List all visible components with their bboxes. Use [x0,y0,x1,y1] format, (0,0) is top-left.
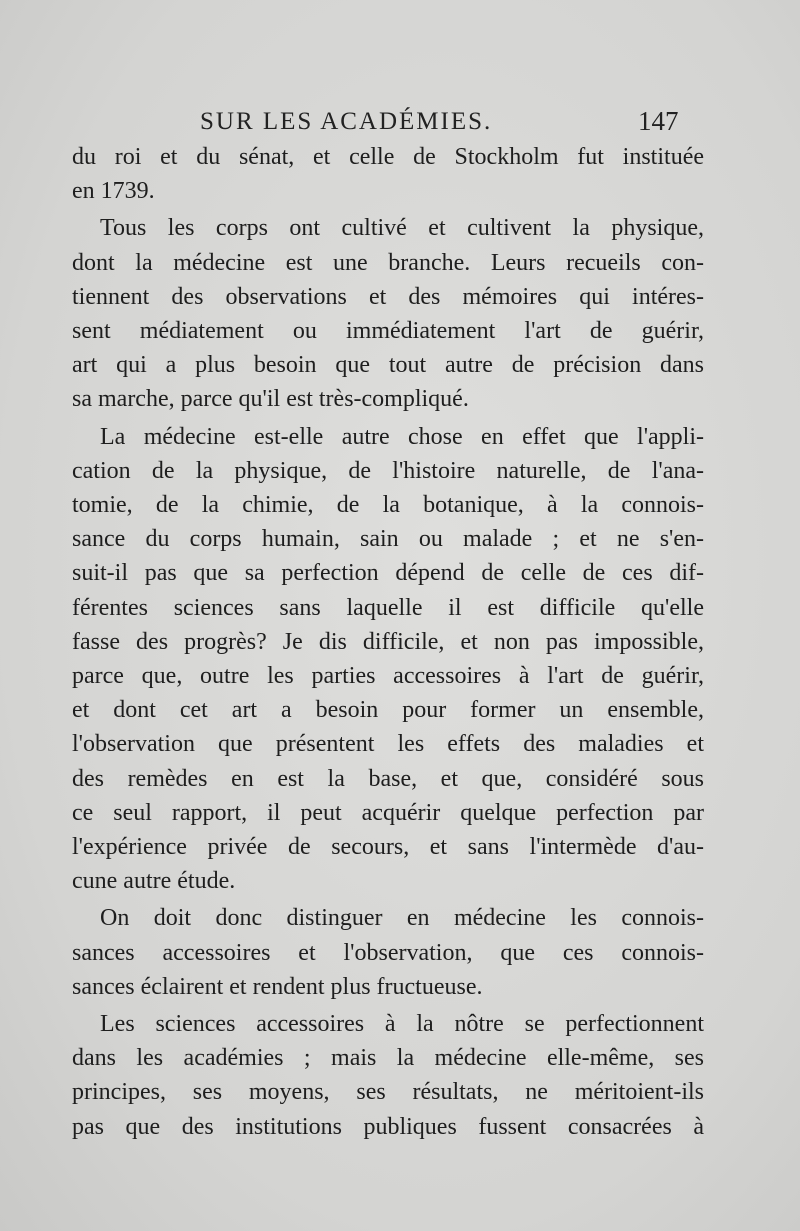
text-line: du roi et du sénat, et celle de Stockholm fut instituée [72,144,704,170]
paragraph [72,140,704,208]
text-line: ce seul rapport, il peut acquérir quelque perfection par [72,799,704,826]
text-line: sance du corps humain, sain ou malade ; et ne s'en- [72,526,704,553]
text-line: sa marche, parce qu'il est très-compliqué. [72,386,469,413]
text-line: sances éclairent et rendent plus fructueuse. [72,973,483,1000]
text-line: et dont cet art a besoin pour former un ensemble, [72,697,704,724]
text-line: suit-il pas que sa perfection dépend de celle de ces dif- [72,560,704,587]
text-line: des remèdes en est la base, et que, considéré sous [72,765,704,792]
text-line: principes, ses moyens, ses résultats, ne méritoient-ils [72,1079,704,1106]
running-head-title: SUR LES ACADÉMIES. [200,108,493,135]
text-line: en 1739. [72,178,155,205]
text-line: dont la médecine est une branche. Leurs recueils con- [72,249,704,276]
text-line: sances accessoires et l'observation, que ces connois- [72,939,704,966]
page-number: 147 [638,106,679,136]
text-line: tiennent des observations et des mémoires qui intéres- [72,283,704,310]
paragraph [72,420,704,899]
text-line: Tous les corps ont cultivé et cultivent la physique, [100,215,704,242]
text-line: l'expérience privée de secours, et sans l'intermède d'au- [72,834,704,861]
text-line: Les sciences accessoires à la nôtre se perfectionnent [100,1011,704,1038]
paragraph [72,901,704,1004]
text-line: La médecine est-elle autre chose en effet que l'appli- [100,423,704,450]
text-line: l'observation que présentent les effets des maladies et [72,731,704,758]
text-line: On doit donc distinguer en médecine les connois- [100,905,704,932]
text-line: férentes sciences sans laquelle il est difficile qu'elle [72,594,704,621]
text-line: cune autre étude. [72,868,236,895]
paragraph [72,1007,704,1144]
text-line: sent médiatement ou immédiatement l'art de guérir, [72,318,704,345]
text-line: art qui a plus besoin que tout autre de précision dans [72,352,704,379]
text-line: pas que des institutions publiques fussent consacrées à [72,1113,704,1140]
text-line: parce que, outre les parties accessoires à l'art de guérir, [72,663,704,690]
body-text [72,140,704,1144]
text-line: tomie, de la chimie, de la botanique, à la connois- [72,492,704,519]
text-line: cation de la physique, de l'histoire naturelle, de l'ana- [72,457,704,484]
text-line: fasse des progrès? Je dis difficile, et non pas impossible, [72,628,704,655]
text-line: dans les académies ; mais la médecine elle-même, ses [72,1045,704,1072]
paragraph [72,211,704,416]
